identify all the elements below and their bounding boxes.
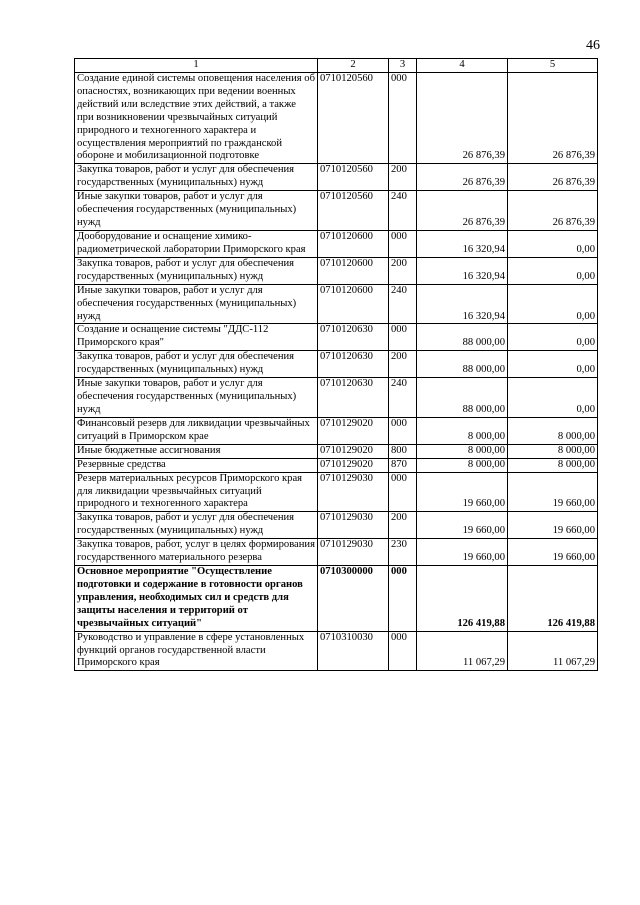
row-value-col5: 0,00 bbox=[508, 324, 598, 351]
row-type-cell: 200 bbox=[389, 257, 417, 284]
row-type-cell: 870 bbox=[389, 458, 417, 472]
row-type-cell: 000 bbox=[389, 566, 417, 632]
row-type-cell: 200 bbox=[389, 512, 417, 539]
row-value-col4: 26 876,39 bbox=[417, 164, 508, 191]
table-row bbox=[75, 284, 598, 324]
row-code-cell: 0710120630 bbox=[318, 378, 389, 418]
row-name-cell: Создание и оснащение системы "ДДС-112 Приморского края" bbox=[75, 324, 318, 351]
table-body bbox=[75, 72, 598, 670]
row-value-col5: 26 876,39 bbox=[508, 164, 598, 191]
row-code-cell: 0710129020 bbox=[318, 458, 389, 472]
row-value-col5: 26 876,39 bbox=[508, 72, 598, 163]
row-value-col4: 19 660,00 bbox=[417, 539, 508, 566]
row-code-cell: 0710120600 bbox=[318, 257, 389, 284]
budget-table bbox=[74, 58, 598, 671]
row-name-cell: Закупка товаров, работ и услуг для обеспечения государственных (муниципальных) нужд bbox=[75, 351, 318, 378]
row-value-col5: 0,00 bbox=[508, 230, 598, 257]
table-row bbox=[75, 472, 598, 512]
row-value-col4: 8 000,00 bbox=[417, 458, 508, 472]
header-col-4: 4 bbox=[417, 59, 508, 73]
table-row bbox=[75, 512, 598, 539]
row-value-col4: 19 660,00 bbox=[417, 512, 508, 539]
header-col-3: 3 bbox=[389, 59, 417, 73]
row-code-cell: 0710120560 bbox=[318, 191, 389, 231]
row-value-col4: 16 320,94 bbox=[417, 284, 508, 324]
row-name-cell: Закупка товаров, работ, услуг в целях формирования государственного материального резерва bbox=[75, 539, 318, 566]
row-value-col5: 11 067,29 bbox=[508, 631, 598, 671]
row-code-cell: 0710129020 bbox=[318, 417, 389, 444]
table-row bbox=[75, 164, 598, 191]
row-name-cell: Создание единой системы оповещения населения об опасностях, возникающих при ведении военных действий или вследствие этих действий, а также при возникновении чрезвычайных ситуаций природного и техногенного характера и осуществления мероприятий по гражданской обороне и мобилизационной подготовке bbox=[75, 72, 318, 163]
row-value-col5: 19 660,00 bbox=[508, 512, 598, 539]
row-value-col5: 26 876,39 bbox=[508, 191, 598, 231]
row-value-col4: 88 000,00 bbox=[417, 324, 508, 351]
row-code-cell: 0710129030 bbox=[318, 472, 389, 512]
row-value-col4: 26 876,39 bbox=[417, 191, 508, 231]
row-type-cell: 800 bbox=[389, 444, 417, 458]
row-value-col5: 0,00 bbox=[508, 351, 598, 378]
row-code-cell: 0710129030 bbox=[318, 512, 389, 539]
row-name-cell: Закупка товаров, работ и услуг для обеспечения государственных (муниципальных) нужд bbox=[75, 164, 318, 191]
row-name-cell: Закупка товаров, работ и услуг для обеспечения государственных (муниципальных) нужд bbox=[75, 257, 318, 284]
row-type-cell: 000 bbox=[389, 72, 417, 163]
row-type-cell: 000 bbox=[389, 230, 417, 257]
row-code-cell: 0710300000 bbox=[318, 566, 389, 632]
row-value-col5: 8 000,00 bbox=[508, 458, 598, 472]
header-col-2: 2 bbox=[318, 59, 389, 73]
row-name-cell: Руководство и управление в сфере установленных функций органов государственной власти Приморского края bbox=[75, 631, 318, 671]
row-type-cell: 240 bbox=[389, 378, 417, 418]
row-value-col4: 88 000,00 bbox=[417, 378, 508, 418]
row-type-cell: 230 bbox=[389, 539, 417, 566]
page-number: 46 bbox=[586, 38, 600, 53]
header-col-1: 1 bbox=[75, 59, 318, 73]
row-code-cell: 0710120560 bbox=[318, 164, 389, 191]
table-row bbox=[75, 257, 598, 284]
table-row bbox=[75, 324, 598, 351]
table-row bbox=[75, 631, 598, 671]
row-value-col4: 19 660,00 bbox=[417, 472, 508, 512]
row-name-cell: Основное мероприятие "Осуществление подготовки и содержание в готовности органов управления, необходимых сил и средств для защиты населения и территорий от чрезвычайных ситуаций" bbox=[75, 566, 318, 632]
row-type-cell: 000 bbox=[389, 324, 417, 351]
row-value-col4: 26 876,39 bbox=[417, 72, 508, 163]
row-name-cell: Иные бюджетные ассигнования bbox=[75, 444, 318, 458]
row-value-col4: 88 000,00 bbox=[417, 351, 508, 378]
table-row bbox=[75, 351, 598, 378]
row-value-col5: 126 419,88 bbox=[508, 566, 598, 632]
row-code-cell: 0710310030 bbox=[318, 631, 389, 671]
row-name-cell: Иные закупки товаров, работ и услуг для обеспечения государственных (муниципальных) нужд bbox=[75, 378, 318, 418]
row-type-cell: 200 bbox=[389, 164, 417, 191]
row-name-cell: Резервные средства bbox=[75, 458, 318, 472]
row-code-cell: 0710120600 bbox=[318, 230, 389, 257]
row-value-col5: 19 660,00 bbox=[508, 539, 598, 566]
header-col-5: 5 bbox=[508, 59, 598, 73]
table-row bbox=[75, 72, 598, 163]
row-name-cell: Иные закупки товаров, работ и услуг для обеспечения государственных (муниципальных) нужд bbox=[75, 284, 318, 324]
row-value-col5: 0,00 bbox=[508, 257, 598, 284]
table-row bbox=[75, 458, 598, 472]
row-code-cell: 0710120630 bbox=[318, 351, 389, 378]
row-type-cell: 000 bbox=[389, 631, 417, 671]
row-value-col5: 8 000,00 bbox=[508, 444, 598, 458]
table-row bbox=[75, 539, 598, 566]
table-row bbox=[75, 444, 598, 458]
row-value-col4: 8 000,00 bbox=[417, 444, 508, 458]
row-type-cell: 200 bbox=[389, 351, 417, 378]
row-code-cell: 0710129020 bbox=[318, 444, 389, 458]
row-value-col4: 11 067,29 bbox=[417, 631, 508, 671]
row-value-col4: 126 419,88 bbox=[417, 566, 508, 632]
row-type-cell: 000 bbox=[389, 472, 417, 512]
row-name-cell: Финансовый резерв для ликвидации чрезвычайных ситуаций в Приморском крае bbox=[75, 417, 318, 444]
row-type-cell: 000 bbox=[389, 417, 417, 444]
row-value-col5: 0,00 bbox=[508, 378, 598, 418]
row-value-col5: 0,00 bbox=[508, 284, 598, 324]
row-value-col4: 16 320,94 bbox=[417, 257, 508, 284]
row-code-cell: 0710120560 bbox=[318, 72, 389, 163]
table-header-row bbox=[75, 59, 598, 73]
table-row bbox=[75, 417, 598, 444]
row-name-cell: Дооборудование и оснащение химико-радиометрической лаборатории Приморского края bbox=[75, 230, 318, 257]
row-name-cell: Закупка товаров, работ и услуг для обеспечения государственных (муниципальных) нужд bbox=[75, 512, 318, 539]
row-code-cell: 0710120600 bbox=[318, 284, 389, 324]
row-value-col4: 16 320,94 bbox=[417, 230, 508, 257]
row-code-cell: 0710120630 bbox=[318, 324, 389, 351]
table-row bbox=[75, 230, 598, 257]
table-row bbox=[75, 191, 598, 231]
row-type-cell: 240 bbox=[389, 191, 417, 231]
row-name-cell: Иные закупки товаров, работ и услуг для обеспечения государственных (муниципальных) нужд bbox=[75, 191, 318, 231]
table-row bbox=[75, 378, 598, 418]
row-value-col5: 8 000,00 bbox=[508, 417, 598, 444]
table-row bbox=[75, 566, 598, 632]
row-name-cell: Резерв материальных ресурсов Приморского края для ликвидации чрезвычайных ситуаций природного и техногенного характера bbox=[75, 472, 318, 512]
row-value-col5: 19 660,00 bbox=[508, 472, 598, 512]
row-value-col4: 8 000,00 bbox=[417, 417, 508, 444]
row-type-cell: 240 bbox=[389, 284, 417, 324]
row-code-cell: 0710129030 bbox=[318, 539, 389, 566]
